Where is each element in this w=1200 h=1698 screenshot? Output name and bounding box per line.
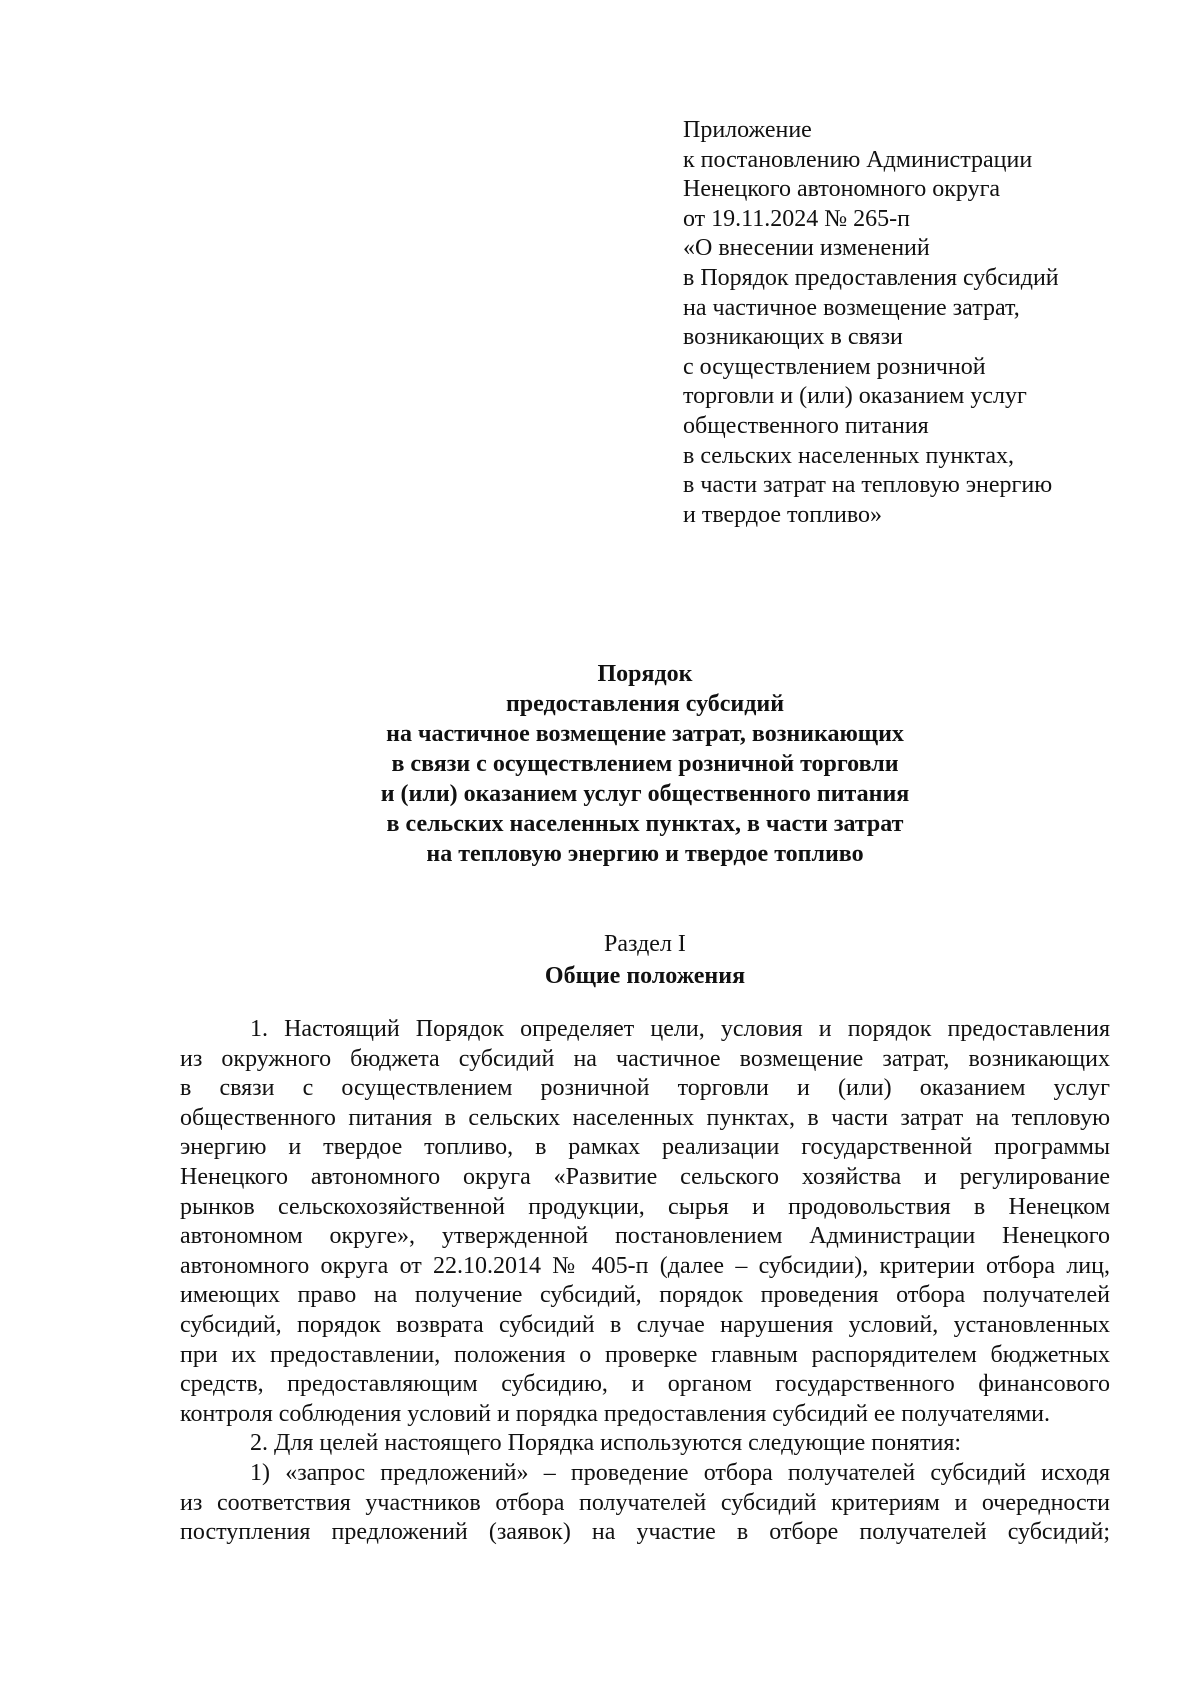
body-line: средств, предоставляющим субсидию, и органом государственного финансового — [180, 1371, 1110, 1398]
body-line: автономном округе», утвержденной постановлением Администрации Ненецкого — [180, 1223, 1110, 1250]
body-line: из окружного бюджета субсидий на частичное возмещение затрат, возникающих — [180, 1045, 1110, 1072]
appendix-line: торговли и (или) оказанием услуг — [683, 383, 1027, 410]
title-line: предоставления субсидий — [505, 691, 785, 717]
appendix-header — [683, 116, 1153, 530]
appendix-line: Приложение — [683, 117, 812, 143]
title-line: на тепловую энергию и твердое топливо — [426, 841, 864, 867]
body-line: поступления предложений (заявок) на участие в отборе получателей субсидий; — [180, 1519, 1110, 1546]
title-line: Порядок — [597, 661, 693, 687]
body-line: из соответствия участников отбора получателей субсидий критериям и очередности — [180, 1489, 1110, 1516]
title-line: на частичное возмещение затрат, возникающих — [386, 721, 904, 747]
body-line: общественного питания в сельских населенных пунктах, в части затрат на тепловую — [180, 1104, 1110, 1131]
appendix-line: в части затрат на тепловую энергию — [683, 472, 1053, 499]
appendix-line: в сельских населенных пунктах, — [683, 442, 1015, 469]
body-line: контроля соблюдения условий и порядка предоставления субсидий ее получателями. — [180, 1400, 1051, 1427]
section-title: Общие положения — [544, 963, 746, 989]
appendix-line: к постановлению Администрации — [683, 146, 1033, 173]
document-title — [180, 659, 1110, 869]
appendix-line: возникающих в связи — [683, 324, 903, 351]
body-line: автономного округа от 22.10.2014 № 405-п (далее – субсидии), критерии отбора лиц, — [180, 1252, 1110, 1279]
appendix-line: с осуществлением розничной — [683, 353, 986, 380]
body-line: 1) «запрос предложений» – проведение отбора получателей субсидий исходя — [250, 1459, 1110, 1486]
body-line: 1. Настоящий Порядок определяет цели, условия и порядок предоставления — [250, 1016, 1110, 1042]
body-line: рынков сельскохозяйственной продукции, сырья и продовольствия в Ненецком — [180, 1193, 1110, 1220]
body-line: 2. Для целей настоящего Порядка используются следующие понятия: — [250, 1430, 962, 1457]
section-heading — [180, 928, 1110, 992]
title-line: в сельских населенных пунктах, в части затрат — [386, 811, 904, 837]
body-line: при их предоставлении, положения о проверке главным распорядителем бюджетных — [180, 1341, 1110, 1368]
title-line: и (или) оказанием услуг общественного питания — [380, 781, 910, 807]
body-line: имеющих право на получение субсидий, порядок проведения отбора получателей — [180, 1282, 1110, 1309]
appendix-line: на частичное возмещение затрат, — [683, 294, 1020, 321]
body-line: энергию и твердое топливо, в рамках реализации государственной программы — [180, 1134, 1110, 1161]
appendix-line: и твердое топливо» — [683, 501, 883, 528]
body-text — [180, 1015, 1110, 1548]
appendix-line: общественного питания — [683, 412, 929, 439]
body-line: в связи с осуществлением розничной торговли и (или) оказанием услуг — [180, 1075, 1110, 1102]
appendix-line: от 19.11.2024 № 265-п — [683, 205, 911, 232]
body-line: Ненецкого автономного округа «Развитие сельского хозяйства и регулирование — [180, 1163, 1110, 1190]
body-line: субсидий, порядок возврата субсидий в случае нарушения условий, установленных — [180, 1311, 1110, 1338]
title-line: в связи с осуществлением розничной торговли — [391, 751, 899, 777]
appendix-line: Ненецкого автономного округа — [683, 176, 1001, 203]
section-label: Раздел I — [604, 931, 686, 957]
appendix-line: в Порядок предоставления субсидий — [683, 264, 1059, 291]
appendix-line: «О внесении изменений — [683, 235, 930, 262]
